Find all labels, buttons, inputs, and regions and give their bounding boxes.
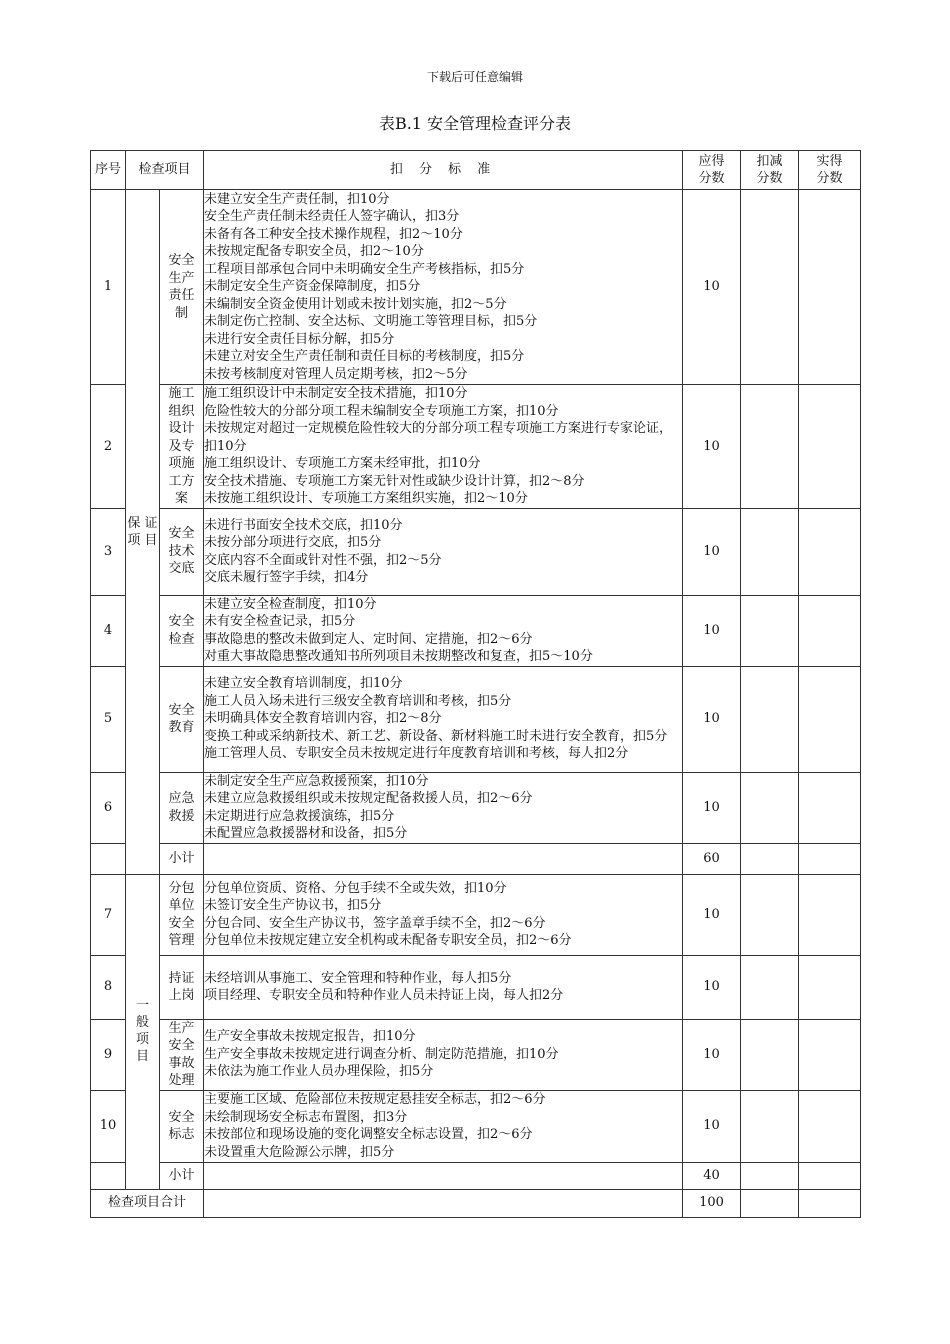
table-row (91, 666, 861, 772)
row-item-name (160, 385, 204, 509)
row-actual-score (799, 1189, 861, 1217)
label-line: 分数 (698, 171, 725, 186)
row-standards (204, 1162, 683, 1189)
row-deduct-score (741, 772, 799, 843)
row-actual-score (799, 874, 861, 955)
label-line: 上岗 (168, 988, 195, 1003)
row-deduct-score (741, 666, 799, 772)
row-seq: 3 (91, 508, 126, 595)
row-item-name (160, 1019, 204, 1090)
label-line: 组织 (168, 403, 195, 419)
row-deduct-score (741, 508, 799, 595)
deduction-standard: 分包合同、安全生产协议书，签字盖章手续不全，扣2～6分 (204, 915, 546, 931)
deduction-standard: 未备有各工种安全技术操作规程，扣2～10分 (204, 226, 463, 242)
safety-management-score-table (90, 150, 861, 1218)
row-item-name (160, 874, 204, 955)
row-actual-score (799, 1090, 861, 1162)
row-standards (204, 666, 683, 772)
row-deduct-score (741, 595, 799, 666)
deduction-standard: 未建立对安全生产责任制和责任目标的考核制度，扣5分 (204, 349, 525, 365)
label-line: 安全 (168, 702, 195, 718)
label-line: 般 (135, 1015, 149, 1031)
row-seq: 2 (91, 385, 126, 509)
row-due-score: 10 (683, 874, 741, 955)
label-line: 项 目 (127, 532, 158, 548)
label-line: 施工 (168, 386, 195, 401)
table-row (91, 508, 861, 595)
deduction-standard: 危险性较大的分部分项工程未编制安全专项施工方案，扣10分 (204, 403, 559, 419)
row-standards (204, 1019, 683, 1090)
deduction-standard: 未按规定配备专职安全员，扣2～10分 (204, 244, 424, 260)
table-row (91, 190, 861, 385)
label-line: 应得 (698, 153, 725, 169)
row-seq: 4 (91, 595, 126, 666)
deduction-standard: 施工组织设计、专项施工方案未经审批，扣10分 (204, 456, 481, 471)
row-standards (204, 595, 683, 666)
row-item-name (160, 508, 204, 595)
label-line: 事故 (168, 1055, 195, 1071)
label-line: 设计 (168, 421, 195, 436)
deduction-standard: 未依法为施工作业人员办理保险，扣5分 (204, 1064, 434, 1080)
row-due-score: 10 (683, 385, 741, 509)
row-due-score: 10 (683, 666, 741, 772)
row-item-name (160, 772, 204, 843)
row-standards (204, 385, 683, 509)
deduction-standard: 交底未履行签字手续，扣4分 (204, 570, 369, 585)
row-standards (204, 1090, 683, 1162)
row-deduct-score (741, 955, 799, 1019)
deduction-standard: 未按规定对超过一定规模危险性较大的分部分项工程专项施工方案进行专家论证，扣10分 (204, 421, 673, 454)
row-actual-score (799, 955, 861, 1019)
label-line: 保 证 (127, 515, 158, 531)
row-seq: 5 (91, 666, 126, 772)
deduction-standard: 未配置应急救援器材和设备，扣5分 (204, 826, 408, 841)
label-line: 应急 (168, 791, 195, 806)
row-seq (91, 1162, 126, 1189)
deduction-standard: 施工组织设计中未制定安全技术措施，扣10分 (204, 386, 468, 401)
row-deduct-score (741, 843, 799, 874)
row-deduct-score (741, 1090, 799, 1162)
deduction-standard: 分包单位未按规定建立安全机构或未配备专职安全员，扣2～6分 (204, 933, 572, 948)
deduction-standard: 未设置重大危险源公示牌，扣5分 (204, 1144, 395, 1160)
label-line: 安全 (168, 614, 195, 629)
label-line: 安全 (168, 1109, 195, 1125)
label-line: 项施 (168, 456, 195, 471)
deduction-standard: 分包单位资质、资格、分包手续不全或失效，扣10分 (204, 880, 507, 896)
row-standards (204, 772, 683, 843)
label-line: 分数 (816, 171, 843, 186)
label-line: 目 (135, 1049, 149, 1065)
row-due-score: 10 (683, 772, 741, 843)
label-line: 交底 (168, 561, 195, 577)
deduction-standard: 施工人员入场未进行三级安全教育培训和考核，扣5分 (204, 693, 512, 709)
deduction-standard: 项目经理、专职安全员和特种作业人员未持证上岗，每人扣2分 (204, 988, 564, 1003)
label-line: 处理 (168, 1073, 195, 1088)
deduction-standard: 未按分部分项进行交底，扣5分 (204, 535, 382, 550)
row-deduct-score (741, 1019, 799, 1090)
label-line: 安全 (168, 915, 195, 931)
subtotal-score: 60 (683, 843, 741, 874)
row-item-name (160, 1090, 204, 1162)
label-line: 单位 (168, 898, 195, 913)
row-deduct-score (741, 1189, 799, 1217)
row-actual-score (799, 595, 861, 666)
table-row (91, 385, 861, 509)
deduction-standard: 未编制安全资金使用计划或未按计划实施，扣2～5分 (204, 296, 507, 312)
label-line: 安全 (168, 526, 195, 542)
row-deduct-score (741, 190, 799, 385)
deduction-standard: 未按部位和现场设施的变化调整安全标志设置，扣2～6分 (204, 1127, 533, 1142)
subtotal-label: 小计 (160, 843, 204, 874)
row-item-name (160, 666, 204, 772)
row-seq: 1 (91, 190, 126, 385)
label-line: 技术 (168, 543, 195, 559)
row-item-name (160, 190, 204, 385)
subtotal-row (91, 843, 861, 874)
label-line: 教育 (168, 720, 195, 735)
row-actual-score (799, 1162, 861, 1189)
col-header-due-score (683, 151, 741, 190)
col-header-item: 检查项目 (126, 151, 204, 190)
group-guarantee-items (126, 190, 160, 875)
row-due-score: 10 (683, 955, 741, 1019)
deduction-standard: 安全技术措施、专项施工方案无针对性或缺少设计计算，扣2～8分 (204, 473, 585, 489)
label-line: 及专 (168, 438, 195, 454)
deduction-standard: 未签订安全生产协议书，扣5分 (204, 898, 382, 913)
row-due-score: 10 (683, 1090, 741, 1162)
table-row (91, 772, 861, 843)
deduction-standard: 工程项目部承包合同中未明确安全生产考核指标，扣5分 (204, 261, 525, 277)
label-line: 扣减 (756, 153, 783, 169)
subtotal-row (91, 1162, 861, 1189)
deduction-standard: 对重大事故隐患整改通知书所列项目未按期整改和复查，扣5～10分 (204, 649, 593, 664)
group-general-items (126, 874, 160, 1189)
deduction-standard: 未制定安全生产应急救援预案，扣10分 (204, 773, 429, 789)
row-actual-score (799, 385, 861, 509)
table-row (91, 874, 861, 955)
label-line: 标志 (168, 1127, 195, 1142)
row-seq: 10 (91, 1090, 126, 1162)
table-row (91, 595, 861, 666)
row-deduct-score (741, 874, 799, 955)
row-due-score: 10 (683, 190, 741, 385)
deduction-standard: 未明确具体安全教育培训内容，扣2～8分 (204, 711, 442, 727)
label-line: 安全 (168, 1038, 195, 1053)
deduction-standard: 施工管理人员、专职安全员未按规定进行年度教育培训和考核，每人扣2分 (204, 746, 629, 762)
row-item-name (160, 955, 204, 1019)
page-title: 表B.1 安全管理检查评分表 (378, 114, 572, 133)
row-item-name (160, 595, 204, 666)
deduction-standard: 未制定安全生产资金保障制度，扣5分 (204, 279, 421, 295)
grand-total-score: 100 (683, 1189, 741, 1217)
label-line: 分包 (168, 880, 195, 896)
label-line: 责任 (168, 288, 195, 303)
grand-total-row (91, 1189, 861, 1217)
row-standards (204, 1189, 683, 1217)
label-line: 管理 (168, 933, 195, 948)
row-standards (204, 508, 683, 595)
deduction-standard: 交底内容不全面或针对性不强，扣2～5分 (204, 552, 442, 568)
subtotal-score: 40 (683, 1162, 741, 1189)
deduction-standard: 事故隐患的整改未做到定人、定时间、定措施，扣2～6分 (204, 631, 533, 647)
deduction-standard: 生产安全事故未按规定进行调查分析、制定防范措施，扣10分 (204, 1046, 559, 1062)
deduction-standard: 未有安全检查记录，扣5分 (204, 614, 356, 629)
table-row (91, 1090, 861, 1162)
col-header-standard: 扣 分 标 准 (204, 151, 683, 190)
deduction-standard: 未经培训从事施工、安全管理和特种作业，每人扣5分 (204, 970, 512, 986)
label-line: 持证 (168, 970, 195, 986)
row-actual-score (799, 666, 861, 772)
label-line: 实得 (816, 153, 843, 169)
subtotal-label: 小计 (160, 1162, 204, 1189)
label-line: 工方 (168, 473, 195, 489)
deduction-standard: 未按考核制度对管理人员定期考核，扣2～5分 (204, 366, 468, 382)
deduction-standard: 未建立应急救援组织或未按规定配备救援人员，扣2～6分 (204, 791, 533, 806)
deduction-standard: 未建立安全检查制度，扣10分 (204, 596, 377, 612)
deduction-standard: 主要施工区域、危险部位未按规定悬挂安全标志，扣2～6分 (204, 1092, 546, 1107)
deduction-standard: 变换工种或采纳新技术、新工艺、新设备、新材料施工时未进行安全教育，扣5分 (204, 728, 668, 744)
row-actual-score (799, 772, 861, 843)
row-seq: 7 (91, 874, 126, 955)
row-deduct-score (741, 385, 799, 509)
col-header-actual-score (799, 151, 861, 190)
row-actual-score (799, 190, 861, 385)
deduction-standard: 未进行书面安全技术交底，扣10分 (204, 517, 403, 533)
deduction-standard: 安全生产责任制未经责任人签字确认，扣3分 (204, 209, 460, 225)
row-standards (204, 190, 683, 385)
row-due-score: 10 (683, 595, 741, 666)
row-seq: 6 (91, 772, 126, 843)
row-standards (204, 874, 683, 955)
label-line: 生产 (168, 270, 195, 286)
row-actual-score (799, 843, 861, 874)
row-seq: 9 (91, 1019, 126, 1090)
row-seq: 8 (91, 955, 126, 1019)
row-deduct-score (741, 1162, 799, 1189)
deduction-standard: 未建立安全生产责任制，扣10分 (204, 191, 390, 207)
label-line: 案 (175, 491, 189, 506)
label-line: 生产 (168, 1020, 195, 1036)
deduction-standard: 未绘制现场安全标志布置图，扣3分 (204, 1109, 408, 1125)
deduction-standard: 未建立安全教育培训制度，扣10分 (204, 676, 403, 692)
deduction-standard: 生产安全事故未按规定报告，扣10分 (204, 1029, 416, 1045)
row-seq (91, 843, 126, 874)
table-row (91, 1019, 861, 1090)
label-line: 一 (135, 998, 149, 1014)
label-line: 制 (175, 305, 189, 321)
deduction-standard: 未进行安全责任目标分解，扣5分 (204, 331, 395, 347)
col-header-deduct-score (741, 151, 799, 190)
label-line: 安全 (168, 253, 195, 268)
row-due-score: 10 (683, 508, 741, 595)
table-row (91, 955, 861, 1019)
label-line: 检查 (168, 631, 195, 647)
header-note: 下载后可任意编辑 (426, 70, 523, 84)
row-due-score: 10 (683, 1019, 741, 1090)
col-header-seq: 序号 (91, 151, 126, 190)
row-actual-score (799, 1019, 861, 1090)
grand-total-label: 检查项目合计 (91, 1189, 204, 1217)
deduction-standard: 未制定伤亡控制、安全达标、文明施工等管理目标，扣5分 (204, 314, 538, 330)
table-header-row (91, 151, 861, 190)
label-line: 救援 (168, 808, 195, 824)
deduction-standard: 未定期进行应急救援演练，扣5分 (204, 808, 395, 824)
row-standards (204, 955, 683, 1019)
label-line: 项 (135, 1032, 149, 1048)
row-standards (204, 843, 683, 874)
label-line: 分数 (756, 171, 783, 186)
row-actual-score (799, 508, 861, 595)
deduction-standard: 未按施工组织设计、专项施工方案组织实施，扣2～10分 (204, 491, 528, 506)
